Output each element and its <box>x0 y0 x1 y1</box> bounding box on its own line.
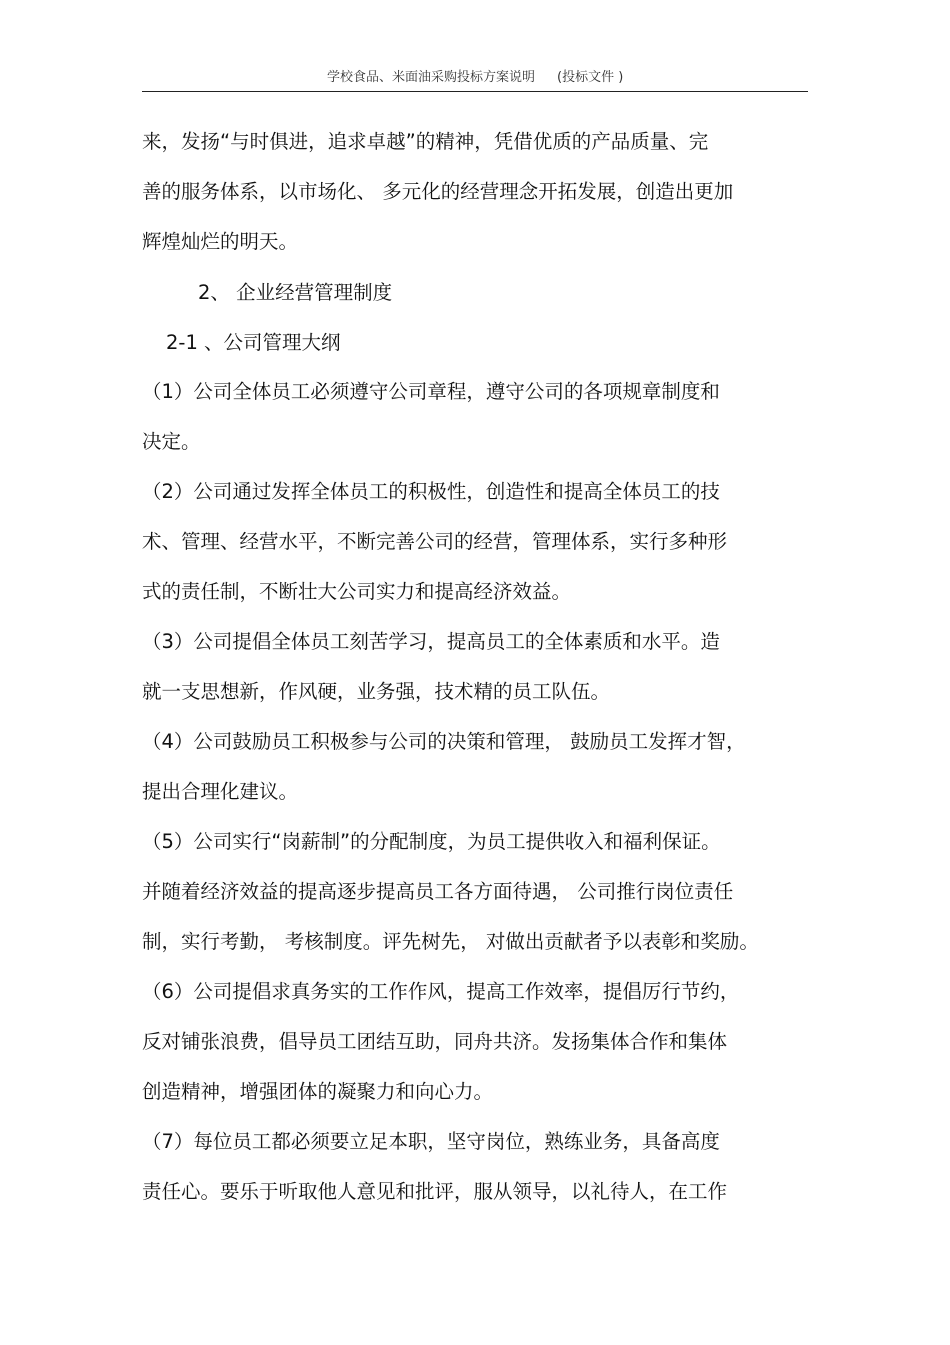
body-line: （7）每位员工都必须要立足本职，坚守岗位，熟练业务，具备高度 <box>142 1130 720 1153</box>
body-line: （2）公司通过发挥全体员工的积极性，创造性和提高全体员工的技 <box>142 480 720 503</box>
header-tag: (投标文件 ) <box>557 70 624 85</box>
section-heading: 2、 企业经营管理制度 <box>198 281 393 304</box>
body-line: 责任心。要乐于听取他人意见和批评，服从领导，以礼待人，在工作 <box>142 1180 728 1203</box>
body-line: 善的服务体系，以市场化、 多元化的经营理念开拓发展，创造出更加 <box>142 180 734 203</box>
body-line: （3）公司提倡全体员工刻苦学习，提高员工的全体素质和水平。造 <box>142 630 720 653</box>
body-line: （6）公司提倡求真务实的工作作风，提高工作效率，提倡厉行节约， <box>142 980 740 1003</box>
subsection-heading: 2-1 、公司管理大纲 <box>166 331 341 354</box>
header-rule <box>142 91 808 92</box>
body-line: 来，发扬“与时俱进，追求卓越”的精神，凭借优质的产品质量、完 <box>142 130 709 153</box>
body-line: 制，实行考勤， 考核制度。评先树先， 对做出贡献者予以表彰和奖励。 <box>142 930 759 953</box>
body-line: 就一支思想新，作风硬，业务强，技术精的员工队伍。 <box>142 680 611 703</box>
body-line: 并随着经济效益的提高逐步提高员工各方面待遇， 公司推行岗位责任 <box>142 880 734 903</box>
header-title: 学校食品、米面油采购投标方案说明 <box>327 70 536 85</box>
body-line: 辉煌灿烂的明天。 <box>142 230 299 253</box>
page-header <box>142 66 808 86</box>
body-line: （5）公司实行“岗薪制”的分配制度，为员工提供收入和福利保证。 <box>142 830 721 853</box>
body-line: 反对铺张浪费，倡导员工团结互助，同舟共济。发扬集体合作和集体 <box>142 1030 728 1053</box>
body-line: 创造精神，增强团体的凝聚力和向心力。 <box>142 1080 494 1103</box>
body-line: 决定。 <box>142 430 201 453</box>
body-line: 提出合理化建议。 <box>142 780 299 803</box>
body-line: 式的责任制，不断壮大公司实力和提高经济效益。 <box>142 580 572 603</box>
body-line: （4）公司鼓励员工积极参与公司的决策和管理， 鼓励员工发挥才智， <box>142 730 746 753</box>
body-line: 术、管理、经营水平，不断完善公司的经营，管理体系，实行多种形 <box>142 530 728 553</box>
body-line: （1）公司全体员工必须遵守公司章程，遵守公司的各项规章制度和 <box>142 380 720 403</box>
